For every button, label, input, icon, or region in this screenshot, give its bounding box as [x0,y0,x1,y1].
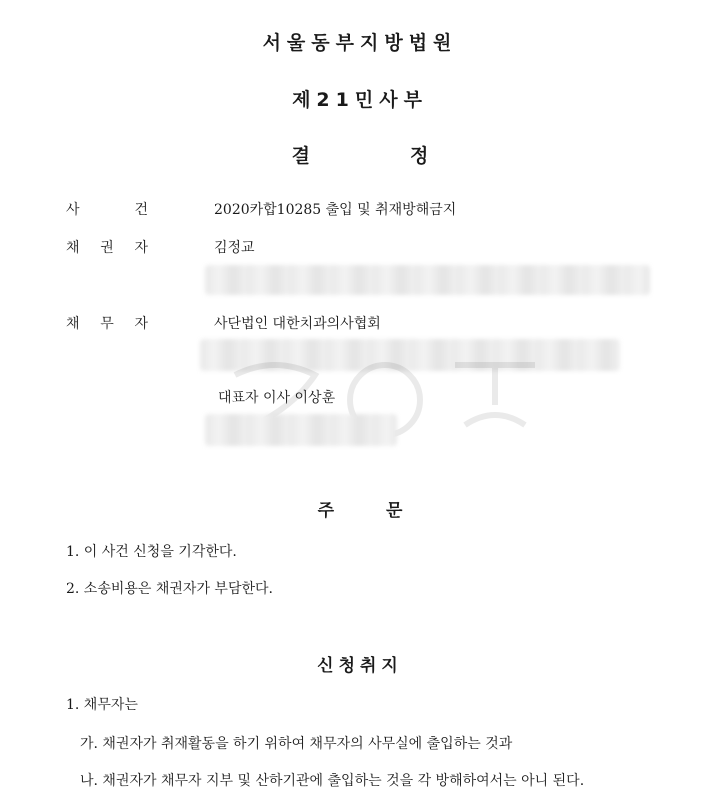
order-item-2: 2. 소송비용은 채권자가 부담한다. [66,581,273,597]
court-name: 서울동부지방법원 [262,32,458,54]
order-title: 주 문 [317,501,403,521]
document-type-title [0,141,720,168]
debtor-representative: 대표자 이사 이상훈 [218,390,336,406]
redacted-representative-address [205,414,397,446]
purpose-title: 신청취지 [317,656,403,676]
case-label: 사 건 [66,202,148,218]
debtor-name: 사단법인 대한치과의사협회 [214,316,381,332]
decision-char-right: 정 [410,145,429,167]
decision-char-left: 결 [291,145,310,167]
purpose-item-1: 1. 채무자는 [66,697,138,713]
purpose-sub-a: 가. 채권자가 취재활동을 하기 위하여 채무자의 사무실에 출입하는 것과 [80,736,513,752]
creditor-name: 김정교 [214,240,255,256]
purpose-sub-b: 나. 채권자가 채무자 지부 및 산하기관에 출입하는 것을 각 방해하여서는 아니 된다. [80,773,585,789]
redacted-creditor-address [205,265,650,295]
case-number: 2020카합10285 출입 및 취재방해금지 [214,202,457,218]
debtor-label: 채 무 자 [66,316,148,332]
order-item-1: 1. 이 사건 신청을 기각한다. [66,544,237,560]
division-name: 제21민사부 [292,89,428,111]
creditor-label: 채 권 자 [66,240,148,256]
